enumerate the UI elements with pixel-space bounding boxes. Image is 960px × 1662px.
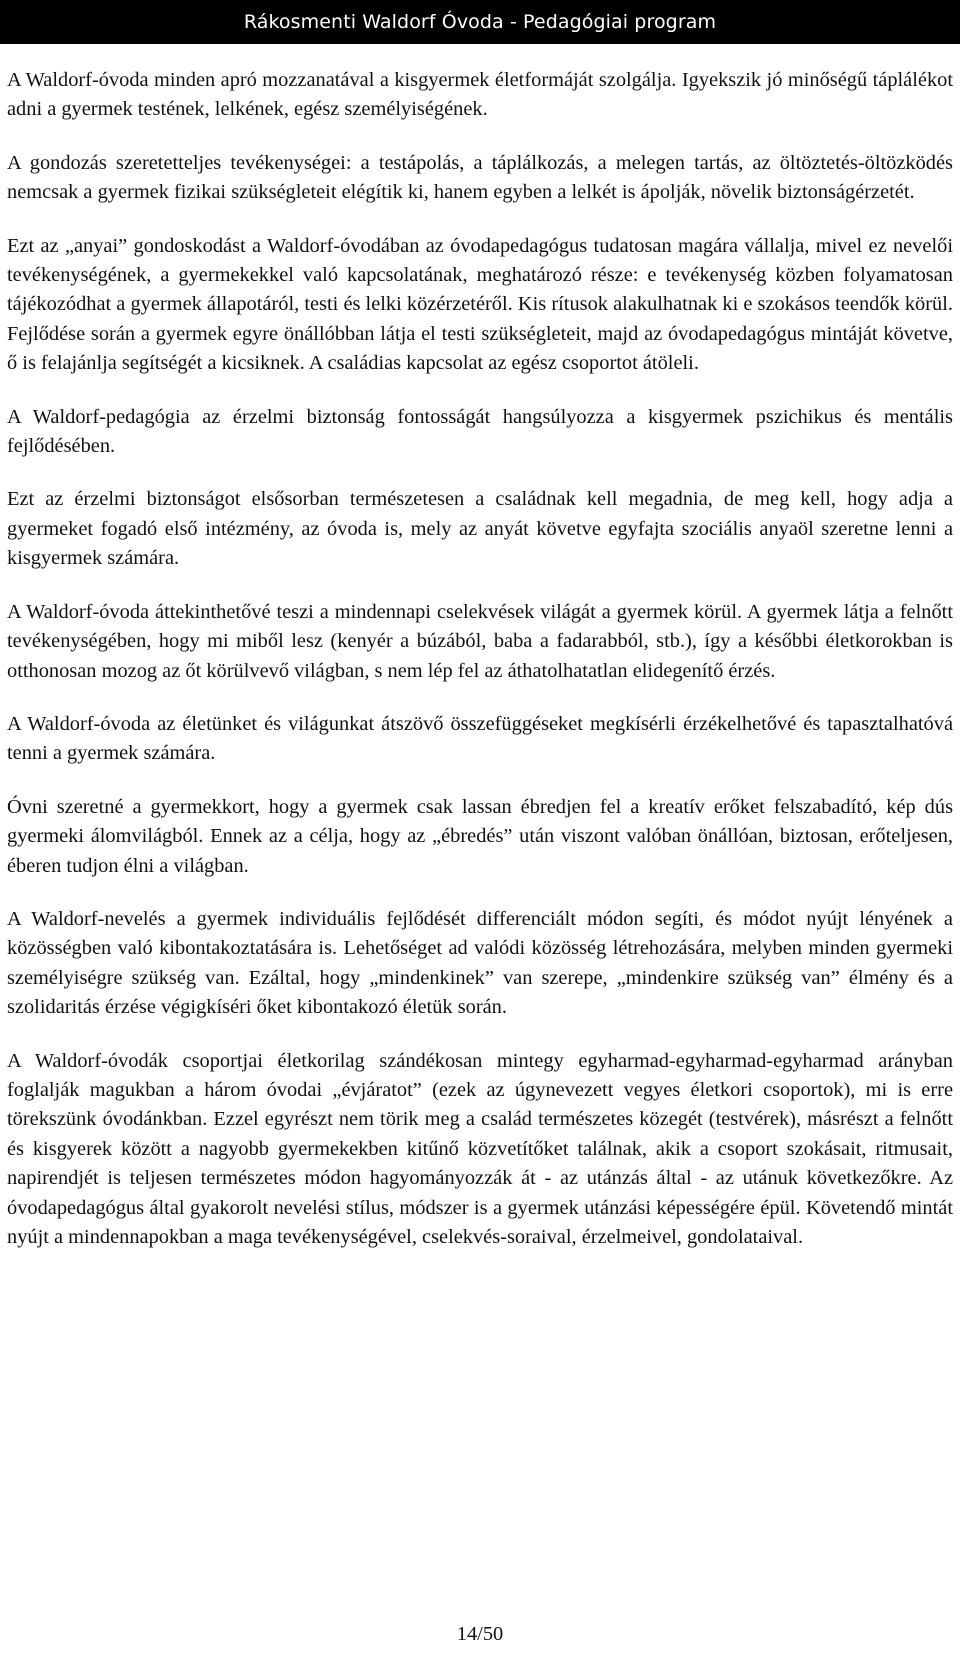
page-header xyxy=(0,0,960,44)
paragraph: A Waldorf-óvoda az életünket és világunkat átszövő összefüggéseket megkísérli érzékelhetővé és tapasztalhatóvá tenni a gyermek számára. xyxy=(7,712,953,765)
header-title: Rákosmenti Waldorf Óvoda - Pedagógiai program xyxy=(243,11,717,33)
paragraph: Ezt az „anyai” gondoskodást a Waldorf-óvodában az óvodapedagógus tudatosan magára vállalja, mivel ez nevelői tevékenységének, a gyermekekkel való kapcsolatának, meghatározó része: e tevékenység közben folyamatosan tájékozódhat a gyermek állapotáról, testi és lelki közérzetéről. Kis rítusok alakulhatnak ki e szokásos teendők körül. Fejlődése során a gyermek egyre önállóbban látja el testi szükségleteit, majd az óvodapedagógus mintáját követve, ő is felajánlja segítségét a kicsiknek. A családias kapcsolat az egész csoportot átöleli. xyxy=(7,234,953,375)
paragraph: A Waldorf-óvoda áttekinthetővé teszi a mindennapi cselekvések világát a gyermek körül. A gyermek látja a felnőtt tevékenységében, hogy mi miből lesz (kenyér a búzából, baba a fadarabból, stb.), így a későbbi életkorokban is otthonosan mozog az őt körülvevő világban, s nem lép fel az áthatolhatatlan elidegenítő érzés. xyxy=(7,600,953,682)
paragraph: A Waldorf-óvodák csoportjai életkorilag szándékosan mintegy egyharmad-egyharmad-egyharmad arányban foglalják magukban a három óvodai „évjáratot” (ezek az úgynevezett vegyes életkori csoportok), mi is erre törekszünk óvodánkban. Ezzel egyrészt nem törik meg a család természetes közegét (testvérek), másrészt a felnőtt és kisgyerek között a nagyobb gyermekekben kitűnő közvetítőket találnak, akik a csoport szokásait, ritmusait, napirendjét is teljesen természetes módon hagyományozzák át - az utánzás által - az utánuk következőkre. Az óvodapedagógus által gyakorolt nevelési stílus, módszer is a gyermek utánzási képességére épül. Követendő mintát nyújt a mindennapokban a maga tevékenységével, cselekvés-soraival, érzelmeivel, gondolataival. xyxy=(7,1049,953,1248)
paragraph: A Waldorf-nevelés a gyermek individuális fejlődését differenciált módon segíti, és módot nyújt lényének a közösségben való kibontakoztatására is. Lehetőséget ad valódi közösség létrehozására, melyben minden gyermeki személyiségre szükség van. Ezáltal, hogy „mindenkinek” van szerepe, „mindenkire szükség van” élmény és a szolidaritás érzése végigkíséri őket kibontakozó életük során. xyxy=(7,907,953,1019)
document-body xyxy=(7,66,953,1276)
paragraph: A Waldorf-pedagógia az érzelmi biztonság fontosságát hangsúlyozza a kisgyermek pszichikus és mentális fejlődésében. xyxy=(7,405,953,458)
paragraph: A gondozás szeretetteljes tevékenységei: a testápolás, a táplálkozás, a melegen tartás, az öltöztetés-öltözködés nemcsak a gyermek fizikai szükségleteit elégítik ki, hanem egyben a lelkét is ápolják, növelik biztonságérzetét. xyxy=(7,151,953,204)
paragraph: Ezt az érzelmi biztonságot elsősorban természetesen a családnak kell megadnia, de meg kell, hogy adja a gyermeket fogadó első intézmény, az óvoda is, mely az anyát követve egyfajta szociális anyaöl szeretne lenni a kisgyermek számára. xyxy=(7,488,953,570)
paragraph: A Waldorf-óvoda minden apró mozzanatával a kisgyermek életformáját szolgálja. Igyekszik jó minőségű táplálékot adni a gyermek testének, lelkének, egész személyiségének. xyxy=(7,69,953,121)
paragraph: Óvni szeretné a gyermekkort, hogy a gyermek csak lassan ébredjen fel a kreatív erőket felszabadító, kép dús gyermeki álomvilágból. Ennek az a célja, hogy az „ébredés” után viszont valóban önállóan, biztosan, erőteljesen, éberen tudjon élni a világban. xyxy=(7,795,953,877)
page-number: 14/50 xyxy=(456,1623,504,1645)
